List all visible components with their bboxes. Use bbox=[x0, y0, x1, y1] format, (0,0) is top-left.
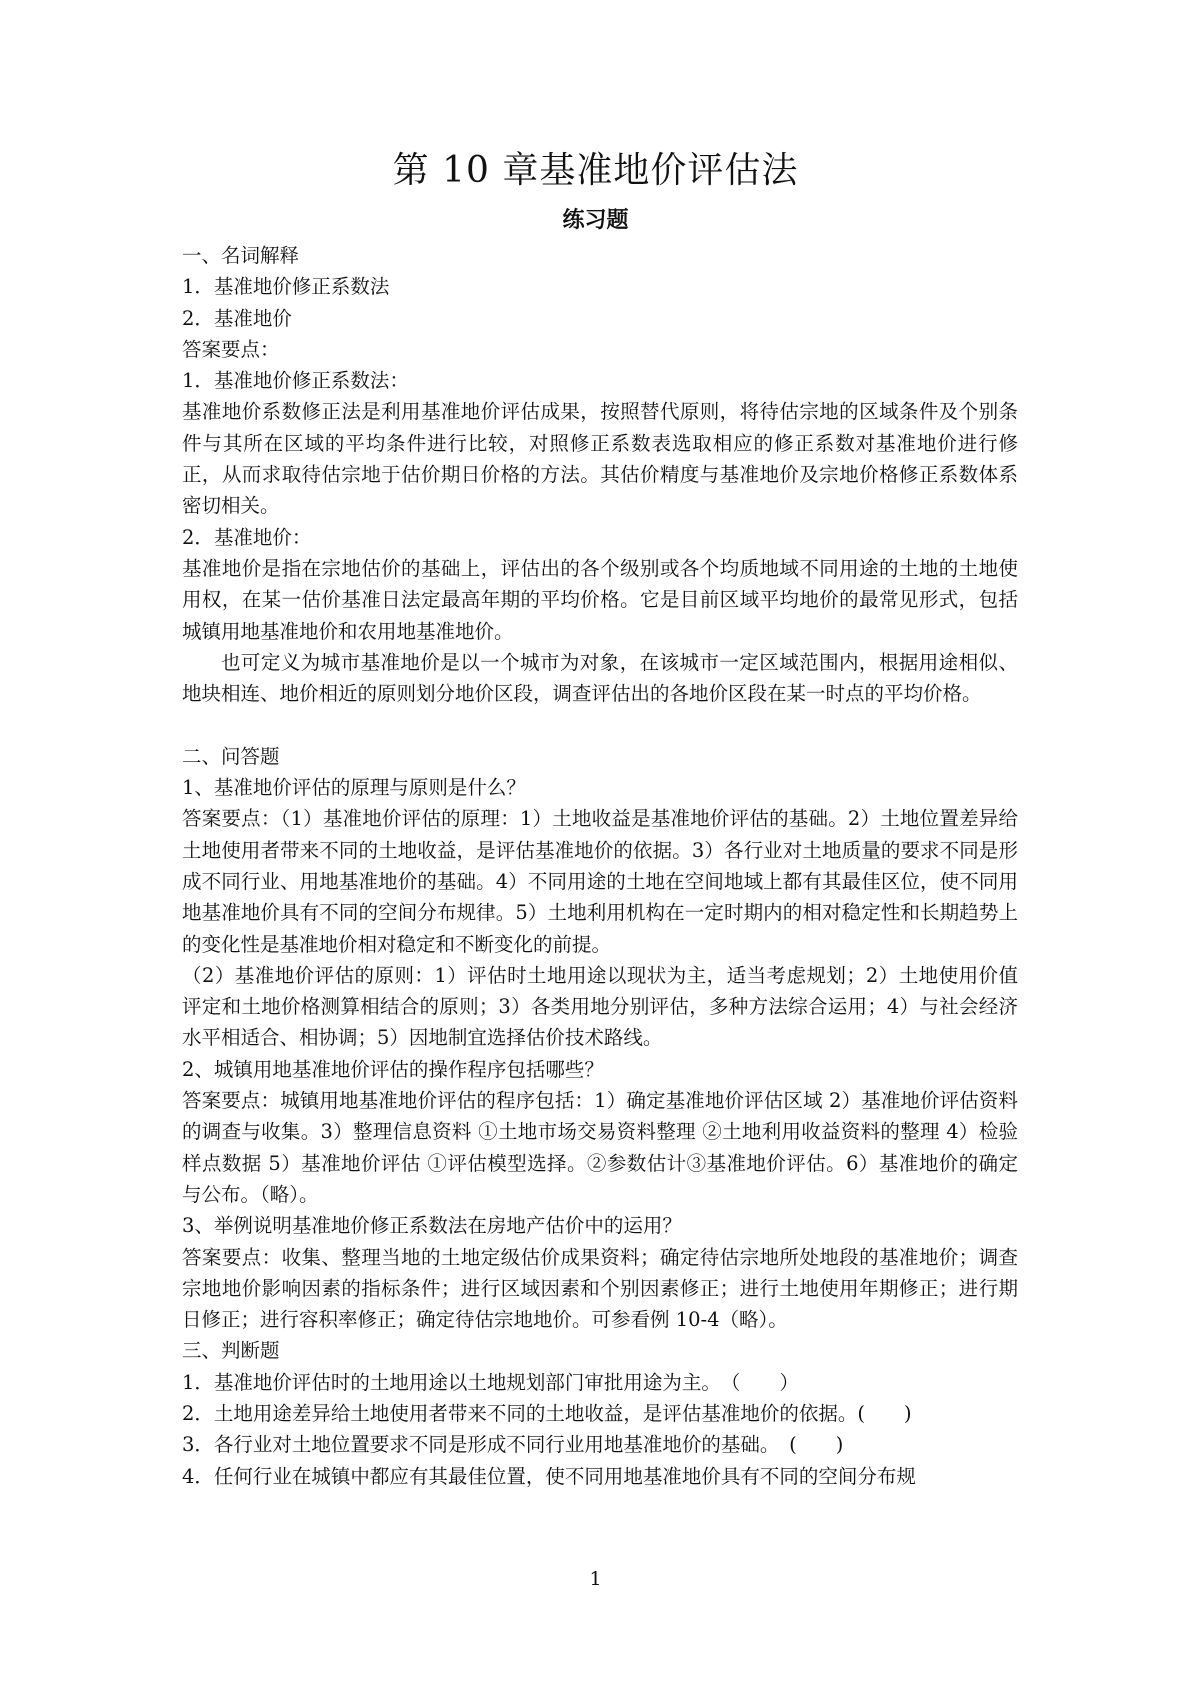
chapter-title: 第 10 章基准地价评估法 bbox=[392, 150, 799, 191]
answer-heading: 1．基准地价修正系数法： bbox=[182, 369, 409, 393]
judgement-item: 3．各行业对土地位置要求不同是形成不同行业用地基准地价的基础。 ( ) bbox=[182, 1433, 844, 1457]
judgement-item: 4．任何行业在城镇中都应有其最佳位置，使不同用地基准地价具有不同的空间分布规 bbox=[182, 1464, 916, 1488]
term-item: 1．基准地价修正系数法 bbox=[182, 275, 390, 299]
judgement-item: 2．土地用途差异给土地使用者带来不同的土地收益，是评估基准地价的依据。( ) bbox=[182, 1401, 912, 1425]
section-heading-judgement: 三、判断题 bbox=[182, 1339, 280, 1363]
question-item: 1、基准地价评估的原理与原则是什么？ bbox=[182, 776, 526, 800]
answer-label: 答案要点： bbox=[182, 337, 280, 361]
section-heading-questions: 二、问答题 bbox=[182, 744, 280, 768]
term-item: 2．基准地价 bbox=[182, 306, 292, 330]
answer-paragraph: （2）基准地价评估的原则：1）评估时土地用途以现状为主，适当考虑规划；2）土地使用价值评定和土地价格测算相结合的原则；3）各类用地分别评估，多种方法综合运用；4）与社会经济水平相适合、相协调；5）因地制宜选择估价技术路线。 bbox=[182, 963, 1018, 1050]
question-item: 2、城镇用地基准地价评估的操作程序包括哪些？ bbox=[182, 1057, 604, 1081]
answer-paragraph: 答案要点：城镇用地基准地价评估的程序包括：1）确定基准地价评估区域 2）基准地价评估资料的调查与收集。3）整理信息资料 ①土地市场交易资料整理 ②土地利用收益资料的整理 4）检验样点数据 5）基准地价评估 ①评估模型选择。②参数估计③基准地价评估。6）基准地价的确定与公布。（略）。 bbox=[182, 1089, 1018, 1206]
answer-paragraph: 也可定义为城市基准地价是以一个城市为对象，在该城市一定区域范围内，根据用途相似、地块相连、地价相近的原则划分地价区段，调查评估出的各地价区段在某一时点的平均价格。 bbox=[182, 650, 1018, 706]
answer-paragraph: 答案要点：收集、整理当地的土地定级估价成果资料；确定待估宗地所处地段的基准地价；调查宗地地价影响因素的指标条件；进行区域因素和个别因素修正；进行土地使用年期修正；进行期日修正；进行容积率修正；确定待估宗地地价。可参看例 10-4（略）。 bbox=[182, 1245, 1018, 1332]
spacer bbox=[182, 709, 1018, 740]
document-body bbox=[182, 240, 1018, 1492]
answer-paragraph: 基准地价是指在宗地估价的基础上，评估出的各个级别或各个均质地域不同用途的土地的土地使用权，在某一估价基准日法定最高年期的平均价格。它是目前区域平均地价的最常见形式，包括城镇用地基准地价和农用地基准地价。 bbox=[182, 556, 1018, 643]
section-heading-definitions: 一、名词解释 bbox=[182, 244, 300, 267]
answer-heading: 2．基准地价： bbox=[182, 525, 312, 549]
page-number: 1 bbox=[589, 1568, 602, 1590]
judgement-item: 1．基准地价评估时的土地用途以土地规划部门审批用途为主。 （ ） bbox=[182, 1370, 799, 1394]
question-item: 3、举例说明基准地价修正系数法在房地产估价中的运用？ bbox=[182, 1214, 682, 1238]
answer-paragraph: 基准地价系数修正法是利用基准地价评估成果，按照替代原则，将待估宗地的区域条件及个别条件与其所在区域的平均条件进行比较，对照修正系数表选取相应的修正系数对基准地价进行修正，从而求取待估宗地于估价期日价格的方法。其估价精度与基准地价及宗地价格修正系数体系密切相关。 bbox=[182, 400, 1018, 518]
exercise-subtitle: 练习题 bbox=[562, 208, 629, 233]
answer-paragraph: 答案要点：（1）基准地价评估的原理：1）土地收益是基准地价评估的基础。2）土地位置差异给土地使用者带来不同的土地收益，是评估基准地价的依据。3）各行业对土地质量的要求不同是形成不同行业、用地基准地价的基础。4）不同用途的土地在空间地域上都有其最佳区位，使不同用地基准地价具有不同的空间分布规律。5）土地利用机构在一定时期内的相对稳定性和长期趋势上的变化性是基准地价相对稳定和不断变化的前提。 bbox=[182, 807, 1018, 956]
